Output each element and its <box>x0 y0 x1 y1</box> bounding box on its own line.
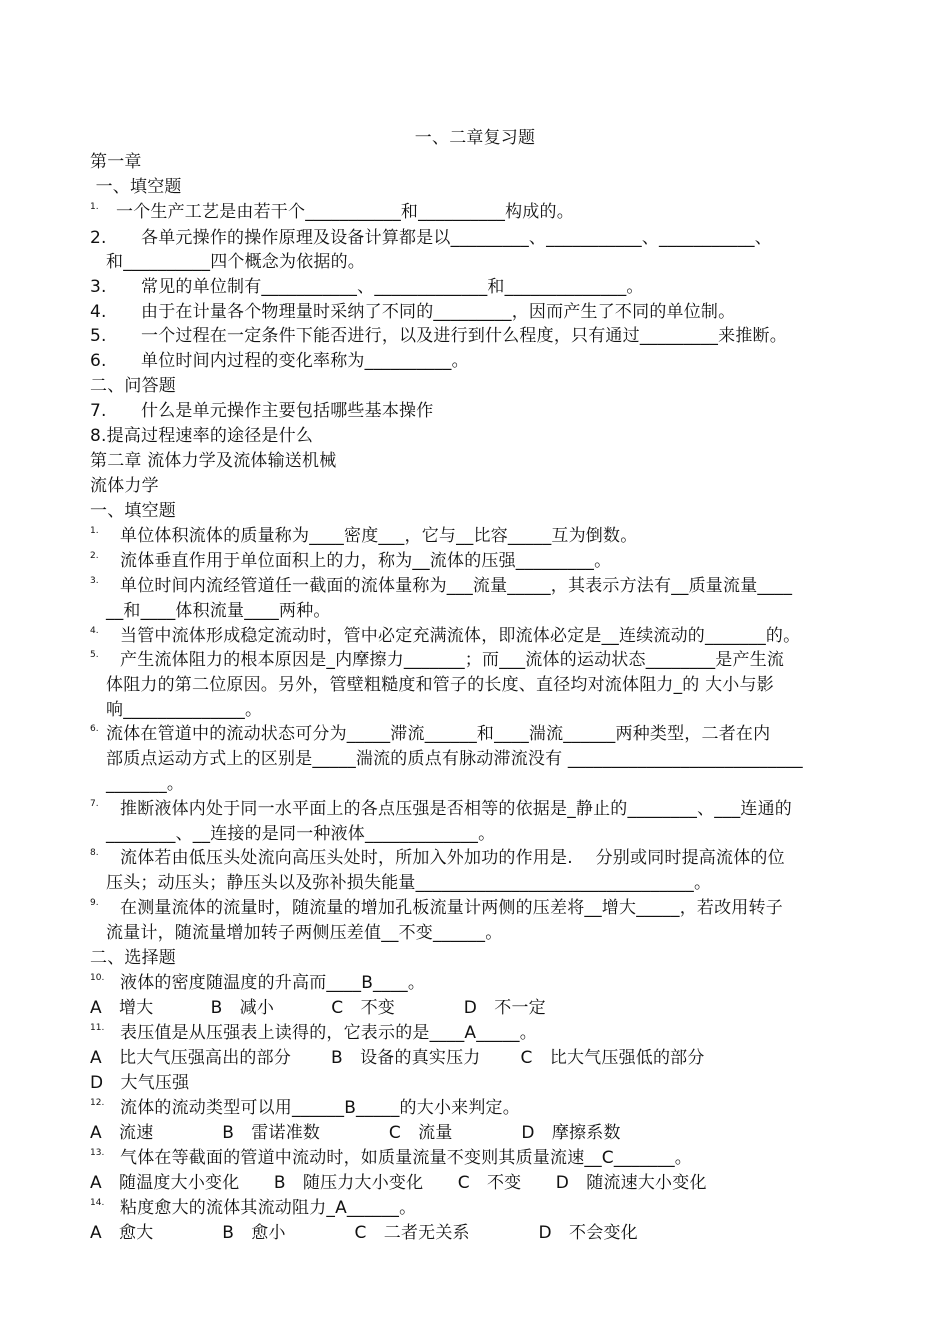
section-heading: 二、选择题 <box>90 948 176 968</box>
question-number: 3. <box>90 576 99 586</box>
question-number: 1. <box>90 202 99 212</box>
question-text: 8.提高过程速率的途径是什么 <box>90 426 314 446</box>
question-number: 8. <box>90 848 99 858</box>
chapter2-subheading: 流体力学 <box>90 476 159 496</box>
question-text: 单位时间内流经管道任一截面的流体量称为___流量_____，其表示方法有__质量流量____ <box>120 576 793 596</box>
question-text: 粘度愈大的流体其流动阻力_A______。 <box>120 1198 417 1218</box>
question-text: 6. 单位时间内过程的变化率称为__________。 <box>90 351 469 371</box>
answer-options: A 增大 B 减小 C 不变 D 不一定 <box>90 998 546 1018</box>
answer-options: A 比大气压强高出的部分 B 设备的真实压力 C 比大气压强低的部分 <box>90 1048 705 1068</box>
chapter1-fill-heading: 一、填空题 <box>90 177 182 197</box>
question-number: 10. <box>90 973 105 983</box>
question-text: 流体垂直作用于单位面积上的力，称为__流体的压强_________。 <box>120 551 612 571</box>
section-heading: 一、填空题 <box>90 501 176 521</box>
question-text: _______。 <box>106 774 185 794</box>
question-text: 4. 由于在计量各个物理量时采纳了不同的_________，因而产生了不同的单位制。 <box>90 302 736 322</box>
question-text: 和__________四个概念为依据的。 <box>106 252 365 272</box>
answer-options: A 愈大 B 愈小 C 二者无关系 D 不会变化 <box>90 1223 638 1243</box>
question-number: 14. <box>90 1198 105 1208</box>
question-text: ________、__连接的是同一种液体_____________。 <box>106 824 496 844</box>
question-text: 流体若由低压头处流向高压头处时，所加入外加功的作用是. 分别或同时提高流体的位 <box>120 848 785 868</box>
question-number: 1. <box>90 526 99 536</box>
question-text: 推断液体内处于同一水平面上的各点压强是否相等的依据是_静止的________、___连通的 <box>120 799 792 819</box>
question-text: 体阻力的第二位原因。另外，管壁粗糙度和管子的长度、直径均对流体阻力_的 大小与影 <box>106 675 774 695</box>
question-text: 气体在等截面的管道中流动时，如质量流量不变则其质量流速__C_______。 <box>120 1148 692 1168</box>
question-text: 一个生产工艺是由若干个___________和__________构成的。 <box>116 202 574 222</box>
question-text: 流体在管道中的流动状态可分为_____滞流______和____湍流______两种类型，二者在内 <box>106 724 771 744</box>
question-text: 压头；动压头；静压头以及弥补损失能量________________________________。 <box>106 873 712 893</box>
chapter2-heading: 第二章 流体力学及流体输送机械 <box>90 451 337 471</box>
question-text: 部质点运动方式上的区别是_____湍流的质点有脉动滞流没有 ___________________________ <box>106 749 803 769</box>
question-number: 7. <box>90 799 99 809</box>
question-number: 9. <box>90 898 99 908</box>
question-text: __和____体积流量____两种。 <box>106 601 331 621</box>
question-text: 液体的密度随温度的升高而____B____。 <box>120 973 426 993</box>
chapter1-heading: 第一章 <box>90 152 142 172</box>
question-number: 5. <box>90 650 99 660</box>
question-text: 5. 一个过程在一定条件下能否进行，以及进行到什么程度，只有通过_________来推断。 <box>90 326 787 346</box>
question-text: 单位体积流体的质量称为____密度___，它与__比容_____互为倒数。 <box>120 526 638 546</box>
question-number: 11. <box>90 1023 105 1033</box>
question-number: 4. <box>90 626 99 636</box>
question-number: 6. <box>90 724 99 734</box>
question-text: 响______________。 <box>106 700 263 720</box>
answer-options: A 流速 B 雷诺准数 C 流量 D 摩擦系数 <box>90 1123 621 1143</box>
question-text: 3. 常见的单位制有___________、_____________和______________。 <box>90 277 644 297</box>
question-text: 2. 各单元操作的操作原理及设备计算都是以_________、___________、___________、 <box>90 228 772 248</box>
question-text: 7. 什么是单元操作主要包括哪些基本操作 <box>90 401 434 421</box>
question-text: 当管中流体形成稳定流动时，管中必定充满流体，即流体必定是__连续流动的_______的。 <box>120 626 801 646</box>
document-title: 一、二章复习题 <box>414 128 536 148</box>
question-text: 产生流体阻力的根本原因是_内摩擦力_______；而___流体的运动状态________是产生流 <box>120 650 785 670</box>
question-text: 表压值是从压强表上读得的，它表示的是____A_____。 <box>120 1023 537 1043</box>
question-text: 流体的流动类型可以用______B_____的大小来判定。 <box>120 1098 520 1118</box>
question-text: 在测量流体的流量时，随流量的增加孔板流量计两侧的压差将__增大_____，若改用转子 <box>120 898 783 918</box>
question-number: 13. <box>90 1148 105 1158</box>
answer-options: A 随温度大小变化 B 随压力大小变化 C 不变 D 随流速大小变化 <box>90 1173 707 1193</box>
question-number: 2. <box>90 551 99 561</box>
section-heading: 二、问答题 <box>90 376 176 396</box>
question-number: 12. <box>90 1098 105 1108</box>
question-text: 流量计，随流量增加转子两侧压差值__不变______。 <box>106 923 503 943</box>
answer-options: D 大气压强 <box>90 1073 190 1093</box>
